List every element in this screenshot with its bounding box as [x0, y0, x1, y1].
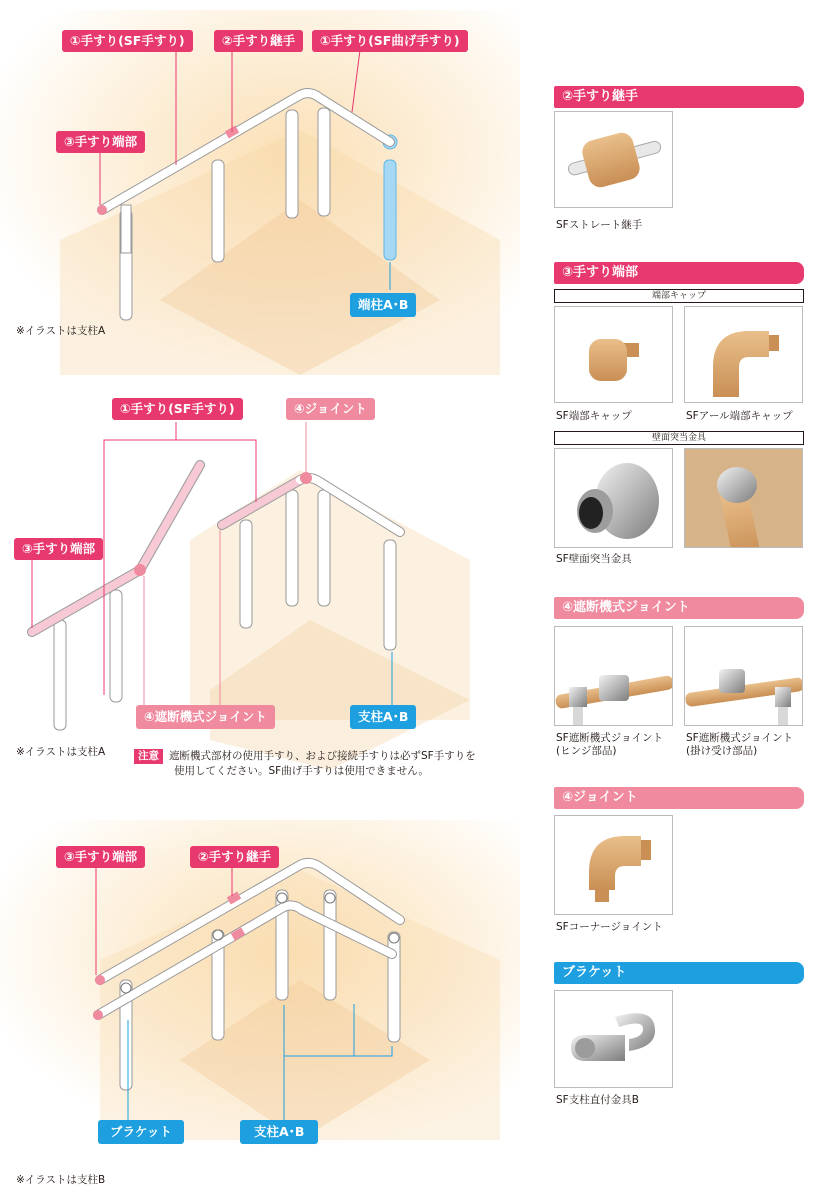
caution-line2: 使用してください。SF曲げ手すりは使用できません。	[174, 765, 429, 777]
label-joint: ④ジョイント	[286, 398, 375, 420]
section-handrail-joint-title: ②手すり継手	[554, 86, 804, 108]
diagram1-post	[120, 205, 132, 320]
diagram2-post	[110, 590, 122, 702]
label-breaker-joint: ④遮断機式ジョイント	[136, 705, 275, 729]
sf-corner-joint-image	[555, 816, 673, 915]
caution-note	[134, 749, 514, 779]
diagram3-leader	[284, 1046, 392, 1056]
diagram2-raised-rail	[140, 465, 200, 570]
diagram1-post	[286, 110, 298, 218]
label-post: 支柱A･B	[350, 705, 416, 729]
diagram1-rail	[102, 93, 390, 210]
diagram2-note: ※イラストは支柱A	[16, 746, 106, 758]
photo-sf-wall-bracket	[554, 448, 673, 548]
caption-sf-end-cap: SF端部キャップ	[556, 410, 632, 422]
photo-sf-arc-end-cap	[684, 306, 803, 403]
label-handrail-joint-3: ②手すり継手	[190, 846, 279, 868]
label-handrail-joint: ②手すり継手	[214, 30, 303, 52]
photo-sf-straight-joint	[554, 111, 673, 208]
label-bracket: ブラケット	[98, 1120, 184, 1144]
subhead-wall-bracket: 壁面突当金具	[554, 431, 804, 445]
photo-sf-breaker-joint-hinge	[554, 626, 673, 726]
section-breaker-joint-title: ④遮断機式ジョイント	[554, 597, 804, 619]
sf-post-bracket-image	[555, 991, 673, 1088]
sf-wall-bracket-image	[555, 449, 673, 548]
photo-sf-wall-bracket-installed	[684, 448, 803, 548]
photo-sf-corner-joint	[554, 815, 673, 915]
label-handrail-sf: ①手すり(SF手すり)	[62, 30, 193, 52]
label-handrail-sf-bent: ①手すり(SF曲げ手すり)	[312, 30, 468, 52]
diagram2-post	[286, 490, 298, 606]
sf-breaker-joint-hinge-image	[555, 627, 673, 726]
label-handrail-end-3: ③手すり端部	[56, 846, 145, 868]
caution-tag: 注意	[134, 749, 163, 764]
label-handrail-end-2: ③手すり端部	[14, 538, 103, 560]
diagram2-joint-marker	[300, 472, 312, 484]
diagram2-leader	[104, 440, 256, 695]
diagram2-post	[54, 620, 66, 730]
diagram2-right-rail	[300, 478, 400, 532]
caption-sf-breaker-joint-hook: SF遮断機式ジョイント (掛け受け部品)	[686, 732, 793, 757]
caption-sf-post-bracket: SF支柱直付金具B	[556, 1094, 639, 1106]
section-bracket-title: ブラケット	[554, 962, 804, 984]
photo-sf-post-bracket	[554, 990, 673, 1088]
label-post-3: 支柱A･B	[240, 1120, 318, 1144]
section-corner-joint-title: ④ジョイント	[554, 787, 804, 809]
caption-sf-straight-joint: SFストレート継手	[556, 219, 643, 231]
caption-sf-corner-joint: SFコーナージョイント	[556, 921, 663, 933]
sf-straight-joint-image	[555, 112, 673, 208]
diagram1-end-post	[383, 135, 397, 260]
sf-wall-bracket-installed-image	[685, 449, 803, 548]
diagram1-post	[212, 160, 224, 262]
caution-line1: 遮断機式部材の使用手すり、および接続手すりは必ずSF手すりを	[169, 750, 476, 762]
sf-breaker-joint-hook-image	[685, 627, 803, 726]
diagram2-left-rail	[32, 570, 140, 632]
label-handrail-sf-2: ①手すり(SF手すり)	[112, 398, 243, 420]
caption-sf-breaker-joint-hinge: SF遮断機式ジョイント (ヒンジ部品)	[556, 732, 663, 757]
diagram2-post	[384, 540, 396, 650]
diagram3-note: ※イラストは支柱B	[16, 1174, 106, 1186]
caption-sf-wall-bracket: SF壁面突当金具	[556, 553, 632, 565]
sf-arc-end-cap-image	[685, 307, 803, 403]
photo-sf-breaker-joint-hook	[684, 626, 803, 726]
diagram1-end-cap-marker	[97, 205, 107, 215]
subhead-end-cap: 端部キャップ	[554, 289, 804, 303]
label-end-post: 端柱A･B	[350, 293, 416, 317]
photo-sf-end-cap	[554, 306, 673, 403]
diagram1-post	[318, 108, 330, 216]
diagram2-post	[318, 490, 330, 606]
diagram3-post	[324, 890, 336, 1000]
diagram3-end-cap-marker	[95, 975, 105, 985]
sf-end-cap-image	[555, 307, 673, 403]
diagram2-post	[240, 520, 252, 628]
diagram1-leader	[352, 50, 360, 112]
section-handrail-end-title: ③手すり端部	[554, 262, 804, 284]
diagram3-end-cap-marker	[93, 1010, 103, 1020]
label-handrail-end: ③手すり端部	[56, 131, 145, 153]
diagram2-breaker-joint-marker	[134, 564, 146, 576]
caption-sf-arc-end-cap: SFアール端部キャップ	[686, 410, 793, 422]
diagram1-note: ※イラストは支柱A	[16, 325, 106, 337]
